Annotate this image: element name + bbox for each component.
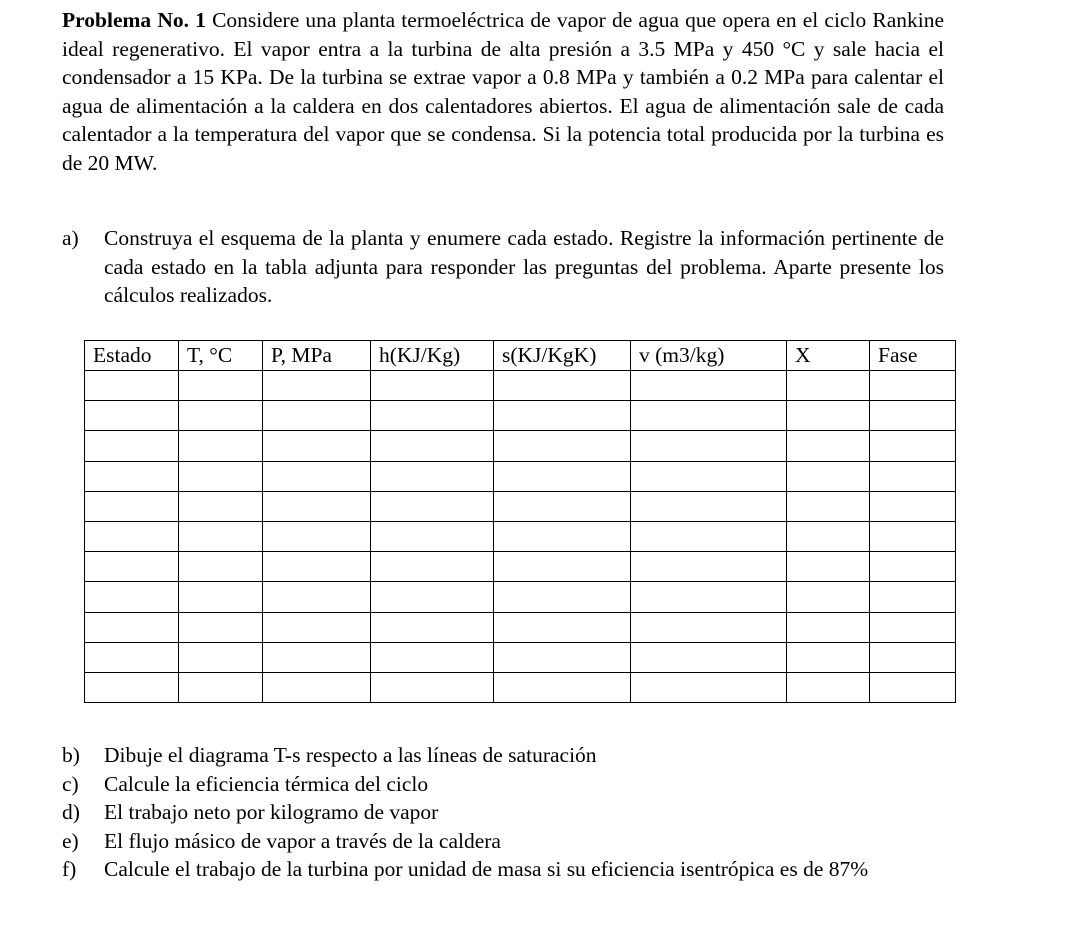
table-cell (179, 461, 263, 491)
table-cell (787, 612, 870, 642)
table-cell (870, 491, 956, 521)
table-cell (371, 521, 494, 551)
table-cell (494, 672, 631, 702)
table-cell (494, 431, 631, 461)
table-cell (870, 582, 956, 612)
question-text: Calcule el trabajo de la turbina por unidad de masa si su eficiencia isentrópica es de 87% (104, 857, 869, 882)
header-entropy: s(KJ/KgK) (494, 341, 631, 371)
table-cell (371, 491, 494, 521)
table-cell (85, 582, 179, 612)
table-row (85, 672, 956, 702)
problem-statement (62, 6, 944, 178)
table-cell (85, 612, 179, 642)
table-cell (263, 642, 371, 672)
question-e (62, 827, 944, 856)
table-cell (631, 401, 787, 431)
table-cell (494, 612, 631, 642)
table-cell (263, 521, 371, 551)
question-label: b) (62, 743, 80, 767)
table-cell (631, 672, 787, 702)
table-row (85, 431, 956, 461)
table-cell (85, 431, 179, 461)
table-cell (263, 552, 371, 582)
table-row (85, 642, 956, 672)
table-cell (787, 552, 870, 582)
table-cell (371, 401, 494, 431)
table-cell (371, 612, 494, 642)
table-cell (85, 521, 179, 551)
table-cell (870, 642, 956, 672)
table-cell (631, 642, 787, 672)
table-cell (263, 371, 371, 401)
table-cell (85, 642, 179, 672)
header-phase: Fase (870, 341, 956, 371)
table-cell (85, 401, 179, 431)
table-cell (494, 582, 631, 612)
header-enthalpy: h(KJ/Kg) (371, 341, 494, 371)
table-cell (85, 552, 179, 582)
table-cell (85, 371, 179, 401)
table-body (85, 371, 956, 703)
table-cell (787, 521, 870, 551)
table-row (85, 612, 956, 642)
table-cell (494, 401, 631, 431)
state-table (84, 340, 956, 703)
table-cell (787, 491, 870, 521)
table-cell (494, 521, 631, 551)
table-cell (787, 672, 870, 702)
table-cell (263, 401, 371, 431)
table-cell (631, 431, 787, 461)
table-cell (263, 431, 371, 461)
question-d (62, 798, 944, 827)
question-list (62, 741, 944, 884)
problem-heading: Problema No. 1 (62, 8, 206, 32)
part-a (62, 224, 944, 310)
table-cell (371, 552, 494, 582)
table-cell (631, 521, 787, 551)
table-cell (371, 672, 494, 702)
table-cell (631, 461, 787, 491)
header-temperature: T, °C (179, 341, 263, 371)
table-row (85, 521, 956, 551)
table-cell (870, 521, 956, 551)
problem-text: Considere una planta termoeléctrica de vapor de agua que opera en el ciclo Rankine ideal regenerativo. El vapor entra a la turbina de alta presión a 3.5 MPa y 450 °C y sale hacia el condensador a 15 KPa. De la turbina se extrae vapor a 0.8 MPa y también a 0.2 MPa para calentar el agua de alimentación a la caldera en dos calentadores abiertos. El agua de alimentación sale de cada calentador a la temperatura del vapor que se condensa. Si la potencia total producida por la turbina es de 20 MW. (62, 8, 945, 175)
header-estado: Estado (85, 341, 179, 371)
table-cell (787, 371, 870, 401)
table-cell (179, 612, 263, 642)
table-cell (371, 461, 494, 491)
table-cell (494, 642, 631, 672)
table-cell (631, 612, 787, 642)
table-cell (787, 642, 870, 672)
table-cell (85, 461, 179, 491)
table-cell (870, 401, 956, 431)
table-cell (263, 672, 371, 702)
table-cell (631, 582, 787, 612)
question-label: f) (62, 857, 77, 882)
table-row (85, 552, 956, 582)
header-specific-volume: v (m3/kg) (631, 341, 787, 371)
table-cell (870, 552, 956, 582)
question-c (62, 770, 944, 799)
part-a-label: a) (62, 226, 79, 250)
question-label: c) (62, 771, 79, 796)
table-row (85, 401, 956, 431)
header-pressure: P, MPa (263, 341, 371, 371)
table-cell (179, 642, 263, 672)
table-cell (631, 552, 787, 582)
table-cell (179, 431, 263, 461)
table-header-row (85, 341, 956, 371)
table-row (85, 582, 956, 612)
table-cell (494, 552, 631, 582)
table-row (85, 461, 956, 491)
question-label: e) (62, 828, 79, 853)
table-cell (179, 521, 263, 551)
table-cell (179, 552, 263, 582)
table-cell (263, 461, 371, 491)
part-a-text: Construya el esquema de la planta y enumere cada estado. Registre la información pertinente de cada estado en la tabla adjunta para responder las preguntas del problema. Aparte presente los cálculos realizados. (104, 226, 944, 308)
question-text: El trabajo neto por kilogramo de vapor (104, 800, 439, 825)
question-text: Dibuje el diagrama T-s respecto a las líneas de saturación (104, 743, 597, 767)
table-cell (85, 491, 179, 521)
table-cell (85, 672, 179, 702)
question-b (62, 741, 944, 770)
table-cell (179, 371, 263, 401)
table-cell (870, 371, 956, 401)
table-cell (494, 461, 631, 491)
table-cell (179, 401, 263, 431)
question-text: El flujo másico de vapor a través de la caldera (104, 828, 501, 853)
table-cell (494, 371, 631, 401)
question-label: d) (62, 800, 80, 825)
table-cell (494, 491, 631, 521)
table-cell (787, 582, 870, 612)
question-text: Calcule la eficiencia térmica del ciclo (104, 771, 429, 796)
table-cell (263, 612, 371, 642)
table-cell (179, 491, 263, 521)
table-cell (787, 401, 870, 431)
question-f (62, 855, 944, 884)
table-cell (787, 461, 870, 491)
table-cell (371, 582, 494, 612)
table-cell (631, 491, 787, 521)
table-cell (631, 371, 787, 401)
part-a-item (62, 224, 944, 310)
table-cell (179, 582, 263, 612)
header-quality: X (787, 341, 870, 371)
table-cell (371, 642, 494, 672)
table-cell (870, 431, 956, 461)
table-cell (263, 582, 371, 612)
table-cell (870, 612, 956, 642)
table-cell (371, 371, 494, 401)
table-row (85, 491, 956, 521)
table-cell (371, 431, 494, 461)
table-cell (179, 672, 263, 702)
table-cell (787, 431, 870, 461)
table-cell (870, 672, 956, 702)
table-row (85, 371, 956, 401)
table-cell (870, 461, 956, 491)
table-cell (263, 491, 371, 521)
